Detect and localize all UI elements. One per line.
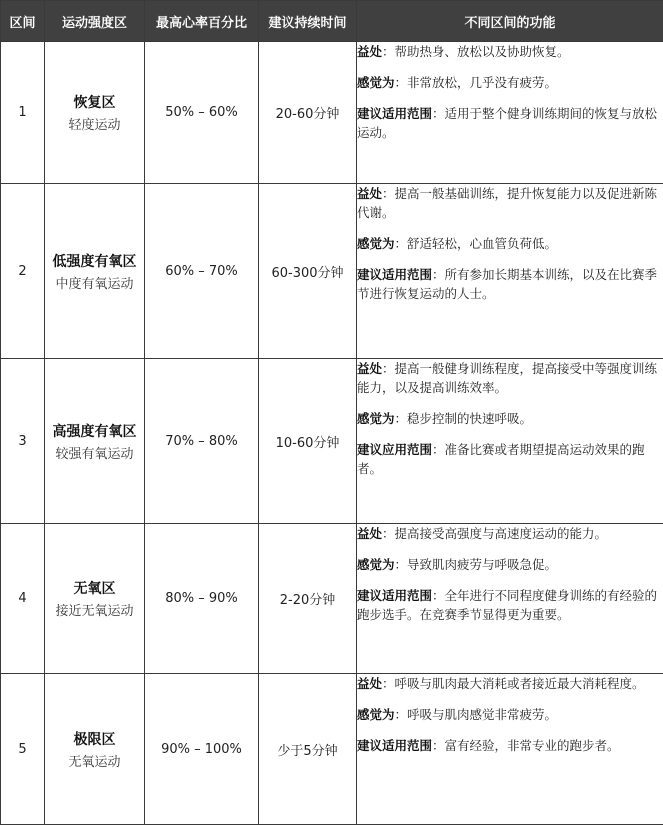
- feeling-line: 感觉为：非常放松，几乎没有疲劳。: [357, 73, 663, 92]
- zone-cell: [45, 524, 145, 674]
- zone-name: 极限区: [45, 729, 144, 749]
- duration: 少于5分钟: [259, 674, 357, 825]
- max-hr-range: 50% – 60%: [145, 42, 259, 184]
- zone-cell: [45, 359, 145, 524]
- feeling-line: 感觉为：稳步控制的快速呼吸。: [357, 409, 663, 428]
- zone-name: 无氧区: [45, 578, 144, 598]
- scope-line: 建议适用范围：富有经验，非常专业的跑步者。: [357, 736, 663, 755]
- zone-subtitle: 较强有氧运动: [45, 443, 144, 462]
- header-max-hr-percent: 最高心率百分比: [145, 1, 259, 42]
- benefit-label: 益处: [357, 676, 382, 691]
- zone-number: 2: [1, 184, 45, 359]
- scope-line: 建议适用范围：适用于整个健身训练期间的恢复与放松运动。: [357, 104, 663, 142]
- zone-subtitle: 轻度运动: [45, 114, 144, 133]
- zone-cell: [45, 42, 145, 184]
- feeling-text: 呼吸与肌肉感觉非常疲劳。: [407, 707, 557, 722]
- zone-number: 5: [1, 674, 45, 825]
- max-hr-range: 70% – 80%: [145, 359, 259, 524]
- feeling-label: 感觉为: [357, 236, 395, 251]
- scope-label: 建议应用范围: [357, 442, 432, 457]
- scope-text: 全年进行不同程度健身训练的有经验的跑步选手。在竞赛季节显得更为重要。: [357, 588, 657, 622]
- max-hr-range: 90% – 100%: [145, 674, 259, 825]
- feeling-label: 感觉为: [357, 411, 395, 426]
- table-row: [1, 42, 663, 184]
- scope-line: 建议适用范围：所有参加长期基本训练，以及在比赛季节进行恢复运动的人士。: [357, 265, 663, 303]
- zone-name: 高强度有氧区: [45, 421, 144, 441]
- benefit-line: 益处：呼吸与肌肉最大消耗或者接近最大消耗程度。: [357, 674, 663, 693]
- table-row: [1, 359, 663, 524]
- header-function: 不同区间的功能: [357, 1, 663, 42]
- max-hr-range: 80% – 90%: [145, 524, 259, 674]
- duration: 20-60分钟: [259, 42, 357, 184]
- benefit-text: 提高接受高强度与高速度运动的能力。: [395, 526, 608, 541]
- zone-cell: [45, 184, 145, 359]
- feeling-label: 感觉为: [357, 557, 395, 572]
- header-zone-number: 区间: [1, 1, 45, 42]
- benefit-text: 提高一般健身训练程度，提高接受中等强度训练能力，以及提高训练效率。: [357, 361, 657, 395]
- function-cell: [357, 184, 663, 359]
- scope-text: 准备比赛或者期望提高运动效果的跑者。: [357, 442, 645, 476]
- scope-line: 建议应用范围：准备比赛或者期望提高运动效果的跑者。: [357, 440, 663, 478]
- benefit-text: 帮助热身、放松以及协助恢复。: [395, 44, 570, 59]
- zone-subtitle: 无氧运动: [45, 751, 144, 770]
- feeling-label: 感觉为: [357, 75, 395, 90]
- header-intensity-zone: 运动强度区: [45, 1, 145, 42]
- scope-label: 建议适用范围: [357, 106, 432, 121]
- benefit-text: 呼吸与肌肉最大消耗或者接近最大消耗程度。: [395, 676, 645, 691]
- feeling-label: 感觉为: [357, 707, 395, 722]
- feeling-text: 舒适轻松，心血管负荷低。: [407, 236, 557, 251]
- scope-label: 建议适用范围: [357, 738, 432, 753]
- header-duration: 建议持续时间: [259, 1, 357, 42]
- table-row: [1, 184, 663, 359]
- benefit-label: 益处: [357, 526, 382, 541]
- feeling-line: 感觉为：舒适轻松，心血管负荷低。: [357, 234, 663, 253]
- feeling-line: 感觉为：呼吸与肌肉感觉非常疲劳。: [357, 705, 663, 724]
- duration: 60-300分钟: [259, 184, 357, 359]
- scope-label: 建议适用范围: [357, 588, 432, 603]
- benefit-line: 益处：提高一般健身训练程度，提高接受中等强度训练能力，以及提高训练效率。: [357, 359, 663, 397]
- zone-number: 3: [1, 359, 45, 524]
- feeling-text: 稳步控制的快速呼吸。: [407, 411, 532, 426]
- zone-number: 1: [1, 42, 45, 184]
- scope-line: 建议适用范围：全年进行不同程度健身训练的有经验的跑步选手。在竞赛季节显得更为重要。: [357, 586, 663, 624]
- function-cell: [357, 359, 663, 524]
- feeling-text: 导致肌肉疲劳与呼吸急促。: [407, 557, 557, 572]
- table-header-row: [1, 1, 663, 42]
- zone-name: 恢复区: [45, 92, 144, 112]
- scope-label: 建议适用范围: [357, 267, 432, 282]
- benefit-label: 益处: [357, 186, 382, 201]
- function-cell: [357, 42, 663, 184]
- scope-text: 所有参加长期基本训练，以及在比赛季节进行恢复运动的人士。: [357, 267, 657, 301]
- zone-number: 4: [1, 524, 45, 674]
- table-row: [1, 674, 663, 825]
- zone-cell: [45, 674, 145, 825]
- zone-name: 低强度有氧区: [45, 251, 144, 271]
- feeling-text: 非常放松，几乎没有疲劳。: [407, 75, 557, 90]
- benefit-label: 益处: [357, 361, 382, 376]
- zone-subtitle: 中度有氧运动: [45, 273, 144, 292]
- duration: 10-60分钟: [259, 359, 357, 524]
- benefit-line: 益处：提高一般基础训练，提升恢复能力以及促进新陈代谢。: [357, 184, 663, 222]
- benefit-line: 益处：提高接受高强度与高速度运动的能力。: [357, 524, 663, 543]
- zone-subtitle: 接近无氧运动: [45, 600, 144, 619]
- benefit-text: 提高一般基础训练，提升恢复能力以及促进新陈代谢。: [357, 186, 657, 220]
- duration: 2-20分钟: [259, 524, 357, 674]
- scope-text: 富有经验，非常专业的跑步者。: [445, 738, 620, 753]
- function-cell: [357, 524, 663, 674]
- scope-text: 适用于整个健身训练期间的恢复与放松运动。: [357, 106, 657, 140]
- benefit-label: 益处: [357, 44, 382, 59]
- function-cell: [357, 674, 663, 825]
- table-row: [1, 524, 663, 674]
- feeling-line: 感觉为：导致肌肉疲劳与呼吸急促。: [357, 555, 663, 574]
- max-hr-range: 60% – 70%: [145, 184, 259, 359]
- benefit-line: 益处：帮助热身、放松以及协助恢复。: [357, 42, 663, 61]
